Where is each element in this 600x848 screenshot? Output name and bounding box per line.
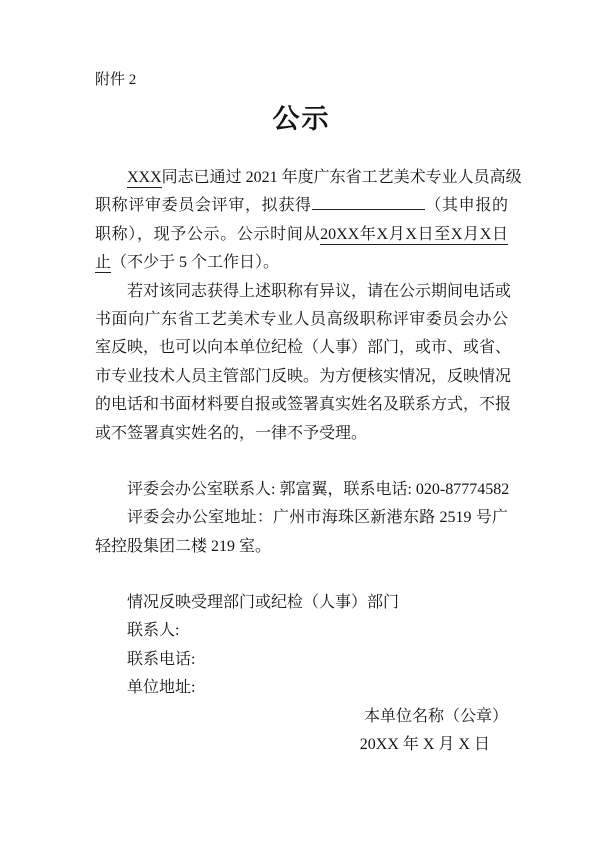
paragraph1-line2-tail: （其申报的 — [424, 197, 508, 215]
document-body — [95, 164, 522, 759]
reception-heading: 情况反映受理部门或纪检（人事）部门 — [127, 594, 400, 612]
signature-date: 20XX 年 X 月 X 日 — [359, 736, 490, 754]
paragraph1-line4 — [95, 249, 508, 277]
reception-address-label: 单位地址: — [127, 679, 196, 697]
office-contact-line: 评委会办公室联系人: 郭富翼，联系电话: 020-87774582 — [127, 480, 510, 498]
publicity-period-underlined: 20XX年X月X日至X月X日 — [320, 225, 508, 243]
paragraph2-line2: 书面向广东省工艺美术专业人员高级职称评审委员会办公 — [95, 310, 508, 328]
paragraph2-line1: 若对该同志获得上述职称有异议，请在公示期间电话或 — [127, 282, 512, 300]
office-address-line2: 轻控股集团二楼 219 室。 — [95, 537, 272, 555]
paragraph2-line6: 或不签署真实姓名的，一律不予受理。 — [95, 424, 368, 442]
paragraph1-line2-text: 职称评审委员会评审，拟获得 — [95, 197, 312, 215]
reception-contact-label: 联系人: — [127, 622, 180, 640]
signature-unit: 本单位名称（公章） — [363, 707, 508, 725]
title-blank-field — [312, 195, 425, 210]
applicant-name-underlined: XXX — [127, 169, 162, 186]
paragraph1-line4-text: （不少于 5 个工作日）。 — [111, 254, 280, 272]
paragraph1-line1-text: 同志已通过 2021 年度广东省工艺美术专业人员高级 — [161, 169, 522, 186]
page-title: 公示 — [272, 104, 331, 134]
reception-phone-label: 联系电话: — [127, 650, 196, 668]
office-address-line1: 评委会办公室地址：广州市海珠区新港东路 2519 号广 — [127, 509, 508, 527]
paragraph1-line2 — [95, 192, 508, 220]
spacer — [95, 561, 508, 589]
paragraph2-line3: 室反映，也可以向本单位纪检（人事）部门，或市、或省、 — [95, 339, 512, 357]
spacer — [95, 448, 508, 476]
paragraph1-line3 — [95, 221, 508, 249]
attachment-label: 附件 2 — [95, 72, 137, 88]
period-end-underlined: 止 — [95, 254, 112, 272]
paragraph1-line1 — [95, 164, 522, 192]
paragraph2-line5: 的电话和书面材料要自报或签署真实姓名及联系方式，不报 — [95, 396, 512, 414]
paragraph1-line3-text: 职称），现予公示。公示时间从 — [95, 225, 321, 243]
paragraph2-line4: 市专业技术人员主管部门反映。为方便核实情况，反映情况 — [95, 367, 512, 385]
